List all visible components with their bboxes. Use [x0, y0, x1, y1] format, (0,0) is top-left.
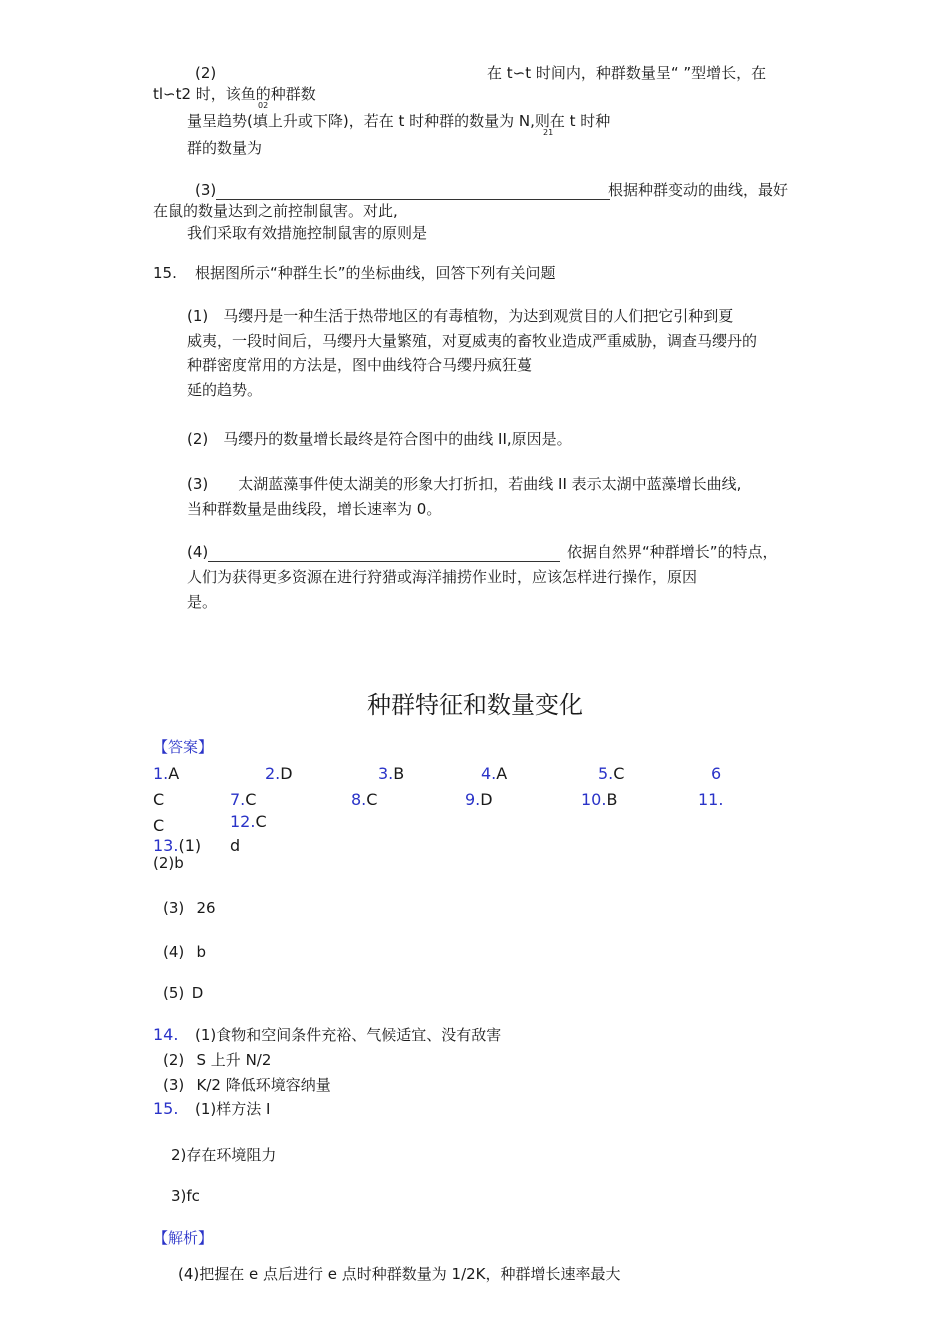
answer-11-number: 11. — [698, 790, 724, 809]
q15-part1-line1: (1) 马缨丹是一种生活于热带地区的有毒植物，为达到观赏目的人们把它引种到夏 — [187, 307, 734, 325]
q14-part2-line2: tl∽t2 时，该鱼的种群数 — [153, 85, 316, 103]
answer-8: 8.C — [351, 790, 378, 809]
answer-14-part3: (3) K/2 降低环境容纳量 — [163, 1076, 331, 1094]
q15-part3-line2: 当种群数量是曲线段，增长速率为 0。 — [187, 500, 442, 518]
answer-15-part2: 2)存在环境阻力 — [171, 1146, 277, 1164]
q15-stem: 根据图所示“种群生长”的坐标曲线，回答下列有关问题 — [195, 264, 556, 282]
q15-part4-line2: 人们为获得更多资源在进行狩猎或海洋捕捞作业时，应该怎样进行操作，原因 — [187, 568, 698, 586]
answer-13-part4: (4) b — [163, 943, 207, 961]
answer-10: 10.B — [581, 790, 618, 809]
answer-15-number: 15. — [153, 1099, 179, 1118]
answer-15-part3: 3)fc — [171, 1187, 200, 1205]
q15-part4-line3: 是。 — [187, 593, 218, 611]
answer-13-part2: (2)b — [153, 854, 184, 872]
q14-part3-text: 根据种群变动的曲线，最好 — [608, 181, 789, 199]
q15-part1-line4: 延的趋势。 — [187, 381, 263, 399]
q14-part3-line3: 我们采取有效措施控制鼠害的原则是 — [187, 224, 428, 242]
answer-9: 9.D — [465, 790, 493, 809]
analysis-heading: 【解析】 — [153, 1229, 214, 1247]
answer-14-number: 14. — [153, 1025, 179, 1044]
answer-13-part5: (5) D — [163, 984, 204, 1002]
q14-part2-line3: 量呈趋势(填上升或下降)，若在 t 时种群的数量为 N,则在 t 时种 — [187, 112, 611, 130]
answer-4: 4.A — [481, 764, 508, 783]
answer-blank — [208, 546, 560, 562]
q15-part3-line1: (3) 太湖蓝藻事件使太湖美的形象大打折扣，若曲线 II 表示太湖中蓝藻增长曲线, — [187, 475, 742, 493]
analysis-text: (4)把握在 e 点后进行 e 点时种群数量为 1/2K，种群增长速率最大 — [178, 1265, 621, 1283]
answer-7: 7.C — [230, 790, 257, 809]
answer-14-part2: (2) S 上升 N/2 — [163, 1051, 272, 1069]
q14-part2-line4: 群的数量为 — [187, 139, 263, 157]
q15-number: 15. — [153, 264, 177, 282]
answer-3: 3.B — [378, 764, 405, 783]
subscript-02: 02 — [258, 101, 269, 110]
answer-15-part1: (1)样方法 I — [195, 1100, 271, 1118]
q14-part2-label: (2) — [195, 64, 217, 82]
q15-part2-line1: (2) 马缨丹的数量增长最终是符合图中的曲线 II,原因是。 — [187, 430, 572, 448]
answer-blank — [216, 184, 610, 200]
q15-part1-line2: 威夷，一段时间后，马缨丹大量繁殖，对夏威夷的畜牧业造成严重威胁，调查马缨丹的 — [187, 332, 758, 350]
answer-13-part1-value: d — [230, 836, 241, 855]
q14-part3-line2: 在鼠的数量达到之前控制鼠害。对此, — [153, 202, 398, 220]
answer-6-number: 6 — [711, 764, 722, 783]
answer-12: 12.C — [230, 812, 267, 831]
q14-part3-label: (3) — [195, 180, 610, 200]
answer-1: 1.A — [153, 764, 180, 783]
q15-part1-line3: 种群密度常用的方法是，图中曲线符合马缨丹疯狂蔓 — [187, 356, 533, 374]
answer-14-part1: (1)食物和空间条件充裕、气候适宜、没有敌害 — [195, 1026, 502, 1044]
answers-title: 种群特征和数量变化 — [367, 691, 583, 719]
answer-11-value: C — [153, 816, 165, 835]
answer-2: 2.D — [265, 764, 293, 783]
q15-part4-text: 依据自然界“种群增长”的特点， — [567, 543, 778, 561]
subscript-21: 21 — [543, 128, 554, 137]
q15-part4-label: (4) — [187, 542, 560, 562]
answer-6-value: C — [153, 790, 165, 809]
answer-5: 5.C — [598, 764, 625, 783]
q14-part2-text: 在 t∽t 时间内，种群数量呈“ ”型增长，在 — [487, 64, 767, 82]
answer-13-part1: 13.(1) — [153, 836, 202, 855]
answer-13-part3: (3) 26 — [163, 899, 216, 917]
answer-heading: 【答案】 — [153, 738, 214, 756]
